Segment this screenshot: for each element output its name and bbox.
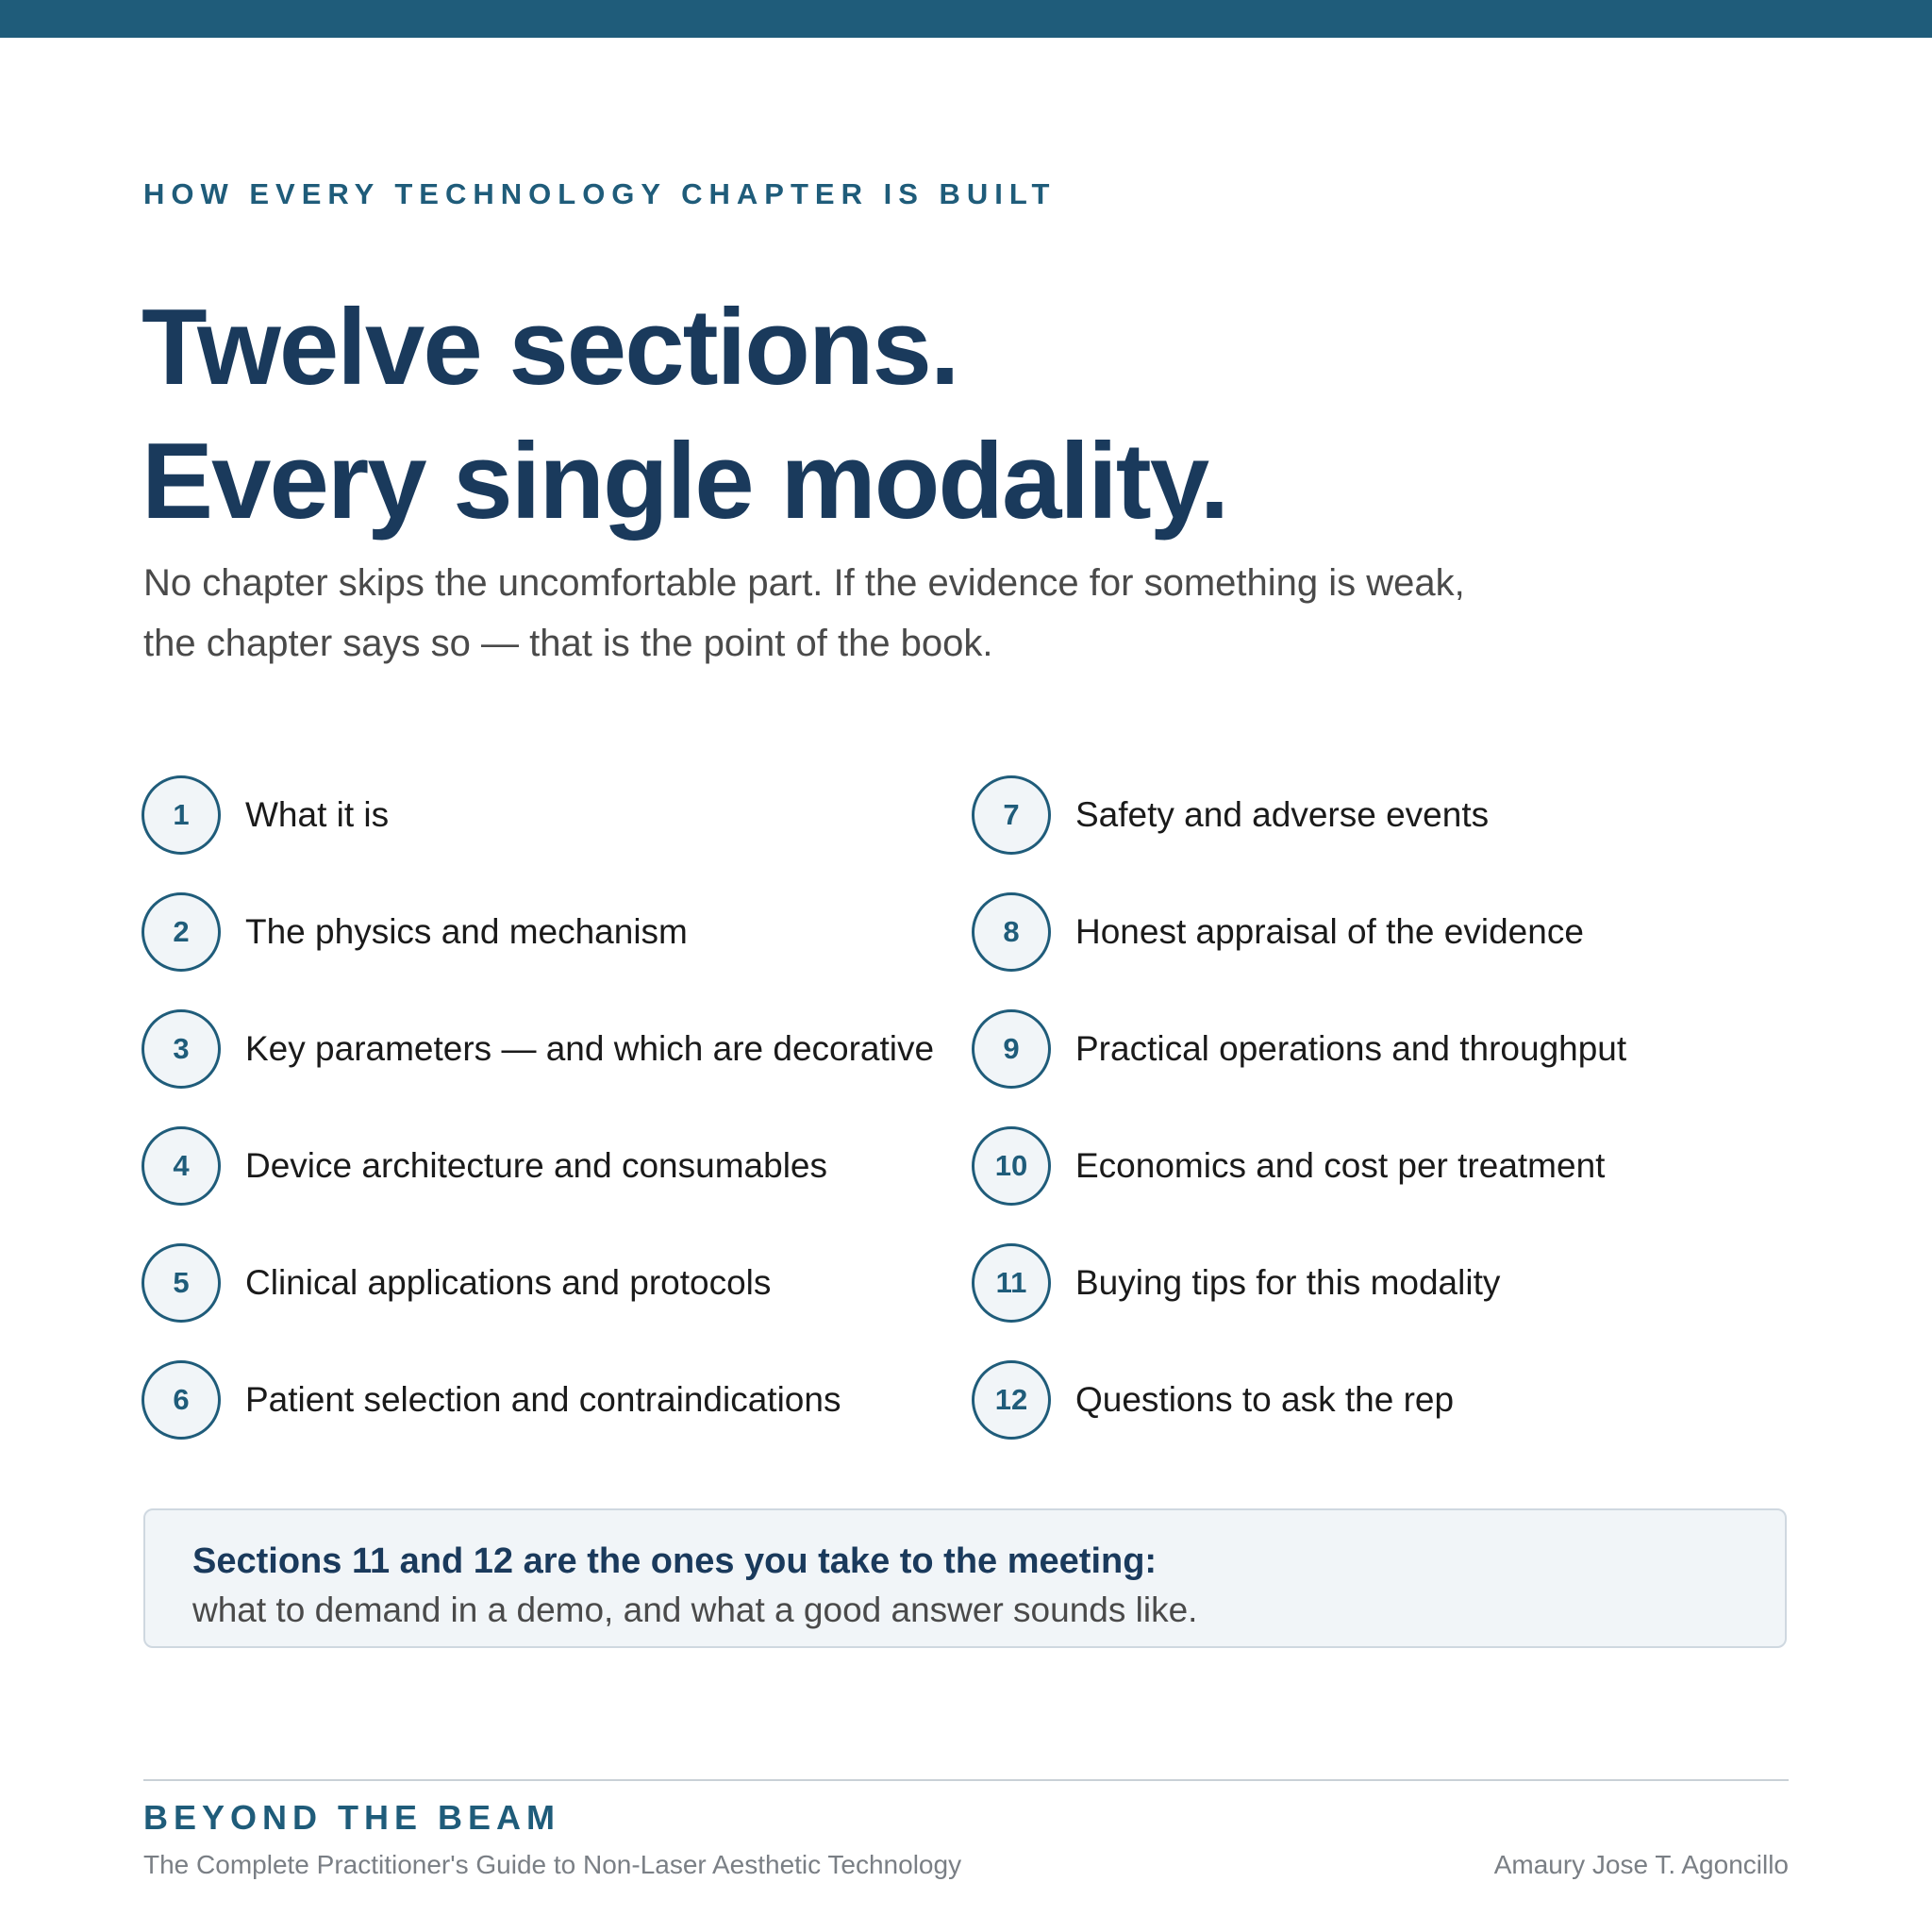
sections-list — [142, 775, 1792, 1440]
section-item-10 — [972, 1126, 1605, 1206]
callout-text: what to demand in a demo, and what a good answer sounds like. — [192, 1591, 1198, 1629]
callout-box — [143, 1508, 1787, 1648]
section-label: What it is — [245, 795, 390, 834]
section-number-badge: 12 — [972, 1360, 1051, 1440]
section-item-8 — [972, 892, 1584, 972]
section-label: Safety and adverse events — [1075, 795, 1490, 834]
section-label: The physics and mechanism — [245, 912, 688, 951]
section-item-12 — [972, 1360, 1454, 1440]
eyebrow-label: HOW EVERY TECHNOLOGY CHAPTER IS BUILT — [143, 177, 1057, 210]
section-item-7 — [972, 775, 1489, 855]
section-number-badge: 2 — [142, 892, 221, 972]
footer-author: Amaury Jose T. Agoncillo — [1493, 1850, 1789, 1879]
section-number-badge: 9 — [972, 1009, 1051, 1089]
section-label: Patient selection and contraindications — [245, 1380, 841, 1419]
section-item-5 — [142, 1243, 771, 1323]
section-number-badge: 6 — [142, 1360, 221, 1440]
section-label: Honest appraisal of the evidence — [1075, 912, 1584, 951]
section-number-badge: 11 — [972, 1243, 1051, 1323]
section-item-6 — [142, 1360, 841, 1440]
section-label: Economics and cost per treatment — [1075, 1146, 1606, 1185]
section-number-badge: 1 — [142, 775, 221, 855]
section-number-badge: 10 — [972, 1126, 1051, 1206]
section-number-badge: 5 — [142, 1243, 221, 1323]
page-title — [142, 281, 1227, 549]
section-label: Clinical applications and protocols — [245, 1263, 772, 1302]
intro-paragraph: No chapter skips the uncomfortable part. If the evidence for something is weak, the chapter says so — that is the point of the book. — [143, 562, 1465, 664]
title-line-2: Every single modality. — [142, 422, 1228, 541]
section-number-badge: 8 — [972, 892, 1051, 972]
top-accent-bar — [0, 0, 1932, 38]
footer-brand: BEYOND THE BEAM — [143, 1798, 561, 1837]
section-item-11 — [972, 1243, 1500, 1323]
section-item-1 — [142, 775, 389, 855]
callout-heading: Sections 11 and 12 are the ones you take to the meeting: — [192, 1541, 1158, 1581]
section-number-badge: 7 — [972, 775, 1051, 855]
section-label: Questions to ask the rep — [1075, 1380, 1455, 1419]
section-number-badge: 4 — [142, 1126, 221, 1206]
section-label: Buying tips for this modality — [1075, 1263, 1501, 1302]
section-item-3 — [142, 1009, 934, 1089]
section-item-2 — [142, 892, 688, 972]
footer-subtitle: The Complete Practitioner's Guide to Non-Laser Aesthetic Technology — [143, 1850, 962, 1879]
section-item-4 — [142, 1126, 827, 1206]
section-label: Device architecture and consumables — [245, 1146, 827, 1185]
section-label: Key parameters — and which are decorative — [245, 1029, 935, 1068]
section-item-9 — [972, 1009, 1626, 1089]
title-line-1: Twelve sections. — [142, 288, 958, 408]
footer-divider — [143, 1779, 1789, 1781]
section-label: Practical operations and throughput — [1075, 1029, 1627, 1068]
section-number-badge: 3 — [142, 1009, 221, 1089]
